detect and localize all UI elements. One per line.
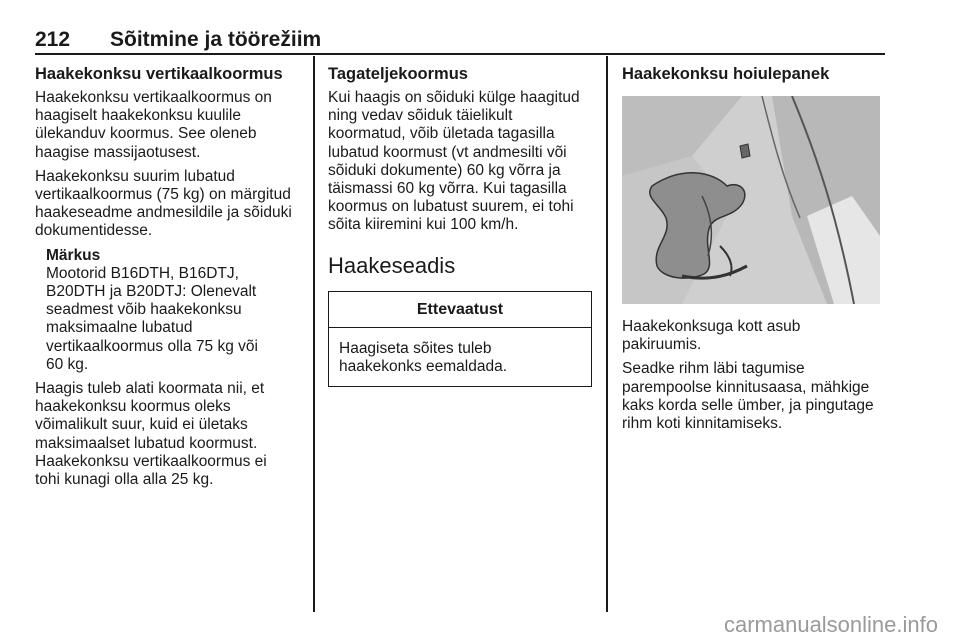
text-line: parempoolse kinnitusaasa, mähkige xyxy=(622,378,870,396)
text-line: sõiduki dokumente) 60 kg võrra ja xyxy=(328,161,561,179)
column-divider-1 xyxy=(313,56,315,612)
paragraph xyxy=(328,89,594,235)
text-line: Mootorid B16DTH, B16DTJ, xyxy=(46,264,239,282)
caution-box xyxy=(328,291,592,388)
text-line: B20DTH ja B20DTJ: Olenevalt xyxy=(46,283,257,301)
text-line: Haakekonksu vertikaalkoormus ei xyxy=(35,452,267,470)
text-line: sõita kiiremini kui 100 km/h. xyxy=(328,216,519,234)
page-number: 212 xyxy=(35,28,71,51)
trunk-bag-icon xyxy=(622,96,880,304)
text-line: haagise massijaotusest. xyxy=(35,143,201,161)
section-title-towing-device: Haakeseadis xyxy=(328,252,456,278)
paragraph xyxy=(622,360,888,433)
text-line: võimalikult suur, kuid ei ületaks xyxy=(35,416,248,434)
section-heading-tow-hook-storage: Haakekonksu hoiulepanek xyxy=(622,65,830,83)
text-line: tohi kunagi olla alla 25 kg. xyxy=(35,471,214,489)
text-line: ülekanduv koormus. See oleneb xyxy=(35,125,257,143)
text-line: Haakekonksuga kott asub xyxy=(622,318,801,335)
caution-title: Ettevaatust xyxy=(329,292,591,328)
text-line: koormus on lubatust suurem, ei tohi xyxy=(328,198,574,216)
paragraph xyxy=(35,168,303,241)
text-line: 60 kg. xyxy=(46,355,89,373)
text-line: haakekonksu koormus oleks xyxy=(35,398,231,416)
paragraph xyxy=(35,89,303,162)
paragraph xyxy=(622,318,888,354)
text-line: seadmest võib haakekonksu xyxy=(46,301,242,319)
note-block xyxy=(46,247,303,374)
text-line: dokumentidesse. xyxy=(35,222,153,240)
text-line: haagiselt haakekonksu kuulile xyxy=(35,107,241,125)
section-heading-rear-axle-load: Tagateljekoormus xyxy=(328,65,468,83)
text-line: vertikaalkoormus (75 kg) on märgitud xyxy=(35,186,291,204)
text-line: Seadke rihm läbi tagumise xyxy=(622,360,805,378)
text-line: vertikaalkoormus olla 75 kg või xyxy=(46,337,258,355)
text-line: Haakekonksu suurim lubatud xyxy=(35,167,235,185)
text-line: maksimaalne lubatud xyxy=(46,319,193,337)
text-line: täismassi 60 kg võrra. Kui tagasilla xyxy=(328,180,567,198)
text-line: maksimaalset lubatud koormust. xyxy=(35,434,258,452)
column-1 xyxy=(35,64,303,495)
watermark-text: carmanualsonline.info xyxy=(723,612,938,637)
header-rule xyxy=(35,53,885,55)
text-line: ning vedav sõiduk täielikult xyxy=(328,107,513,125)
chapter-title: Sõitmine ja töörežiim xyxy=(110,28,322,51)
text-line: Haagis tuleb alati koormata nii, et xyxy=(35,380,265,398)
column-3 xyxy=(622,64,888,439)
text-line: pakiruumis. xyxy=(622,336,702,354)
text-line: koormatud, võib ületada tagasilla xyxy=(328,125,555,143)
text-line: Haagiseta sõites tuleb xyxy=(339,339,492,357)
tow-hook-bag-illustration xyxy=(622,96,880,304)
text-line: rihm koti kinnitamiseks. xyxy=(622,415,783,433)
column-2 xyxy=(328,64,594,387)
column-divider-2 xyxy=(606,56,608,612)
text-line: kaks korda selle ümber, ja pingutage xyxy=(622,396,874,414)
text-line: Haakekonksu vertikaalkoormus on xyxy=(35,89,272,106)
text-line: lubatud koormust (vt andmesilti või xyxy=(328,143,567,161)
paragraph xyxy=(35,380,303,489)
caution-text xyxy=(329,328,591,386)
text-line: haakekonks eemaldada. xyxy=(339,358,508,376)
text-line: Kui haagis on sõiduki külge haagitud xyxy=(328,89,580,106)
note-title: Märkus xyxy=(46,246,101,264)
page-header xyxy=(35,28,885,52)
text-line: haakeseadme andmesildile ja sõiduki xyxy=(35,204,292,222)
section-heading-vertical-load: Haakekonksu vertikaalkoormus xyxy=(35,65,283,83)
